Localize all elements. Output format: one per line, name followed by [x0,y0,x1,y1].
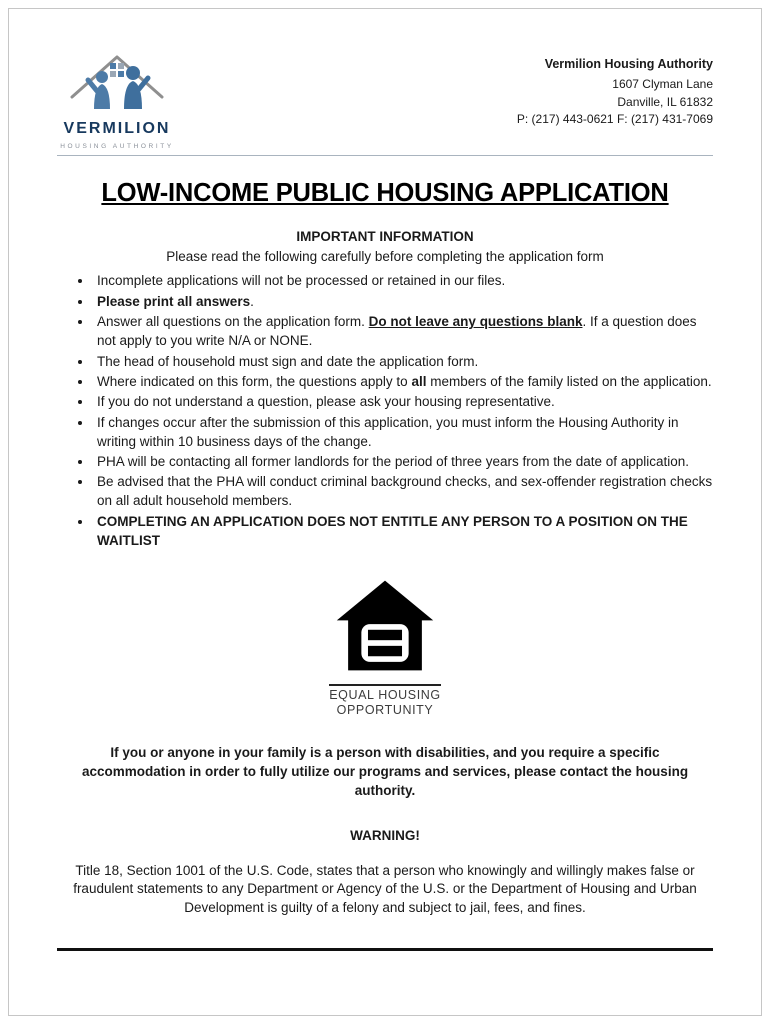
bullet-item: • Incomplete applications will not be processed or retained in our files. [93,272,713,291]
equal-housing-caption [329,684,441,718]
bottom-divider [57,948,713,951]
agency-address-line2: Danville, IL 61832 [617,94,713,109]
logo-wordmark: VERMILION [63,119,171,137]
important-information-subheading: Please read the following carefully before completing the application form [166,248,604,264]
agency-address-line1: 1607 Clyman Lane [612,77,713,92]
accommodation-notice: If you or anyone in your family is a person with disabilities, and you require a specific accommodation in order to fully utilize our programs and services, please contact the housing authority. [81,744,689,798]
agency-phone-fax: P: (217) 443-0621 F: (217) 431-7069 [516,111,713,126]
equal-housing-house-icon [333,664,437,679]
header-divider [57,155,713,156]
bullet-item: • Answer all questions on the application form. Do not leave any questions blank. If a question does not apply to you write N/A or NONE. [93,313,713,351]
bullet-item: • If changes occur after the submission of this application, you must inform the Housing Authority in writing within 10 business days of the change. [93,414,713,452]
important-bullets [57,272,713,550]
equal-housing-caption-line2: OPPORTUNITY [336,703,434,718]
document-header [57,47,713,151]
agency-contact-block [517,47,713,128]
bullet-item: • The head of household must sign and date the application form. [93,353,713,372]
vermilion-house-people-icon [62,99,172,114]
agency-name: Vermilion Housing Authority [544,57,713,71]
bullet-item: • Where indicated on this form, the questions apply to all members of the family listed on the application. [93,373,713,392]
bullet-item: • COMPLETING AN APPLICATION DOES NOT ENTITLE ANY PERSON TO A POSITION ON THE WAITLIST [93,513,713,551]
warning-heading: WARNING! [350,827,420,843]
bullet-item: • Please print all answers. [93,293,713,312]
equal-housing-caption-line1: EQUAL HOUSING [329,688,441,703]
equal-housing-logo [57,576,713,720]
page-title: LOW-INCOME PUBLIC HOUSING APPLICATION [101,179,669,207]
bullet-item: • If you do not understand a question, please ask your housing representative. [93,393,713,412]
important-information-heading: IMPORTANT INFORMATION [296,228,474,244]
application-page [8,8,762,1016]
bullet-item: • Be advised that the PHA will conduct criminal background checks, and sex-offender registration checks on all adult household members. [93,473,713,511]
bullet-item: • PHA will be contacting all former landlords for the period of three years from the date of application. [93,453,713,472]
vermilion-logo [57,47,177,151]
logo-subtitle: HOUSING AUTHORITY [60,143,174,151]
warning-text: Title 18, Section 1001 of the U.S. Code, states that a person who knowingly and willingly makes false or fraudulent statements to any Department or Agency of the U.S. or the Department of Housing and Urban Development is guilty of a felony and subject to jail, fees, and fines. [73,862,697,916]
